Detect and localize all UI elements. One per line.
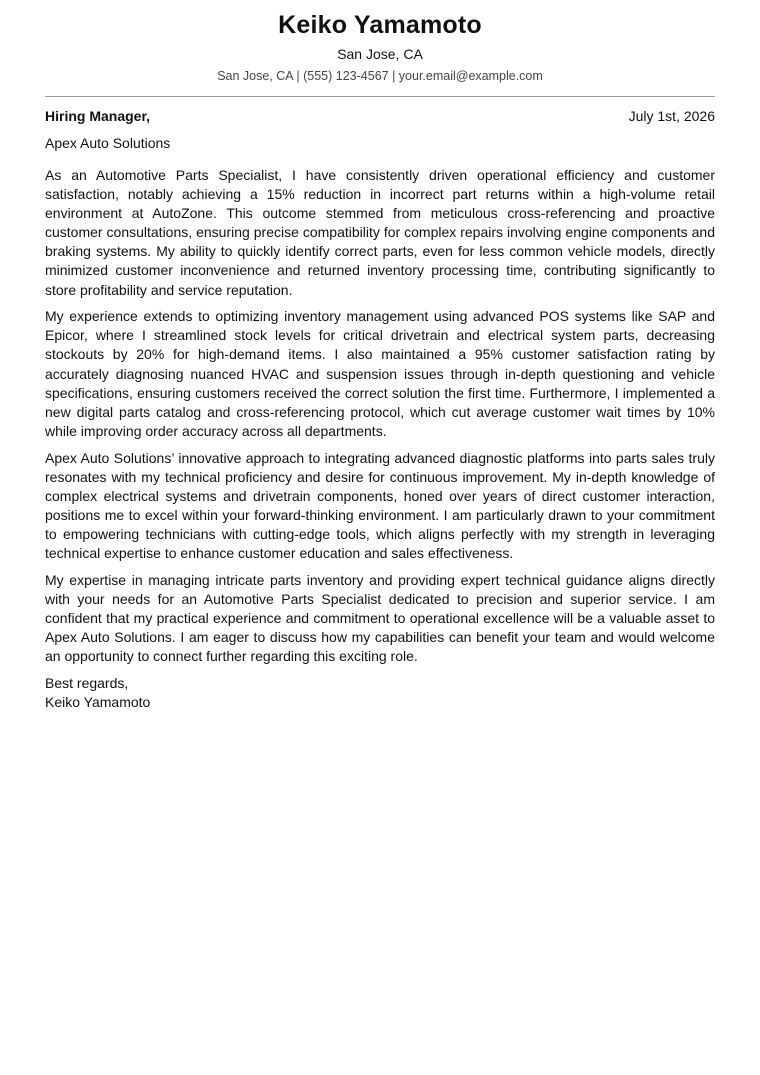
closing-phrase: Best regards, [45,675,129,692]
body-paragraph: My experience extends to optimizing inventory management using advanced POS systems like SAP and Epicor, where I streamlined stock levels for critical drivetrain and electrical system parts, decreasing stockouts by 20% for high-demand items. I also maintained a 95% customer satisfaction rating by accurately diagnosing nuanced HVAC and suspension issues through in-depth questioning and vehicle specifications, ensuring customers received the correct solution the first time. Furthermore, I implemented a new digital parts catalog and cross-referencing protocol, which cut average customer wait times by 10% while improving order accuracy across all departments. [45,308,715,439]
letter-closing [45,674,715,712]
body-paragraph: My expertise in managing intricate parts inventory and providing expert technical guidance aligns directly with your needs for an Automotive Parts Specialist dedicated to precision and superior service. I am confident that my practical experience and commitment to operational excellence will be a valuable asset to Apex Auto Solutions. I am eager to discuss how my capabilities can benefit your team and would welcome an opportunity to connect further regarding this exciting role. [45,571,715,665]
recipient-date-row [45,106,715,126]
letter-body [45,166,715,666]
letter-date: July 1st, 2026 [628,108,715,124]
applicant-location: San Jose, CA [337,46,423,62]
letter-header [45,0,715,85]
company-name: Apex Auto Solutions [45,135,171,151]
applicant-name: Keiko Yamamoto [278,11,482,39]
recipient-salutation: Hiring Manager, [45,108,151,124]
body-paragraph: As an Automotive Parts Specialist, I have consistently driven operational efficiency and customer satisfaction, notably achieving a 15% reduction in incorrect part returns within a high-volume retail environment at AutoZone. This outcome stemmed from meticulous cross-referencing and proactive customer consultations, ensuring precise compatibility for complex repairs involving engine components and braking systems. My ability to quickly identify correct parts, even for less common vehicle models, directly minimized customer inconvenience and returned inventory processing time, contributing significantly to store profitability and service reputation. [45,167,715,298]
header-divider [45,96,715,97]
contact-line: San Jose, CA | (555) 123-4567 | your.email@example.com [217,69,543,83]
signature-name: Keiko Yamamoto [45,694,151,711]
body-paragraph: Apex Auto Solutions’ innovative approach to integrating advanced diagnostic platforms into parts sales truly resonates with my technical proficiency and desire for continuous improvement. My in-depth knowledge of complex electrical systems and drivetrain components, honed over years of direct customer interaction, positions me to excel within your forward-thinking environment. I am particularly drawn to your commitment to empowering technicians with cutting-edge tools, which aligns perfectly with my strength in leveraging technical expertise to enhance customer education and sales effectiveness. [45,449,715,561]
